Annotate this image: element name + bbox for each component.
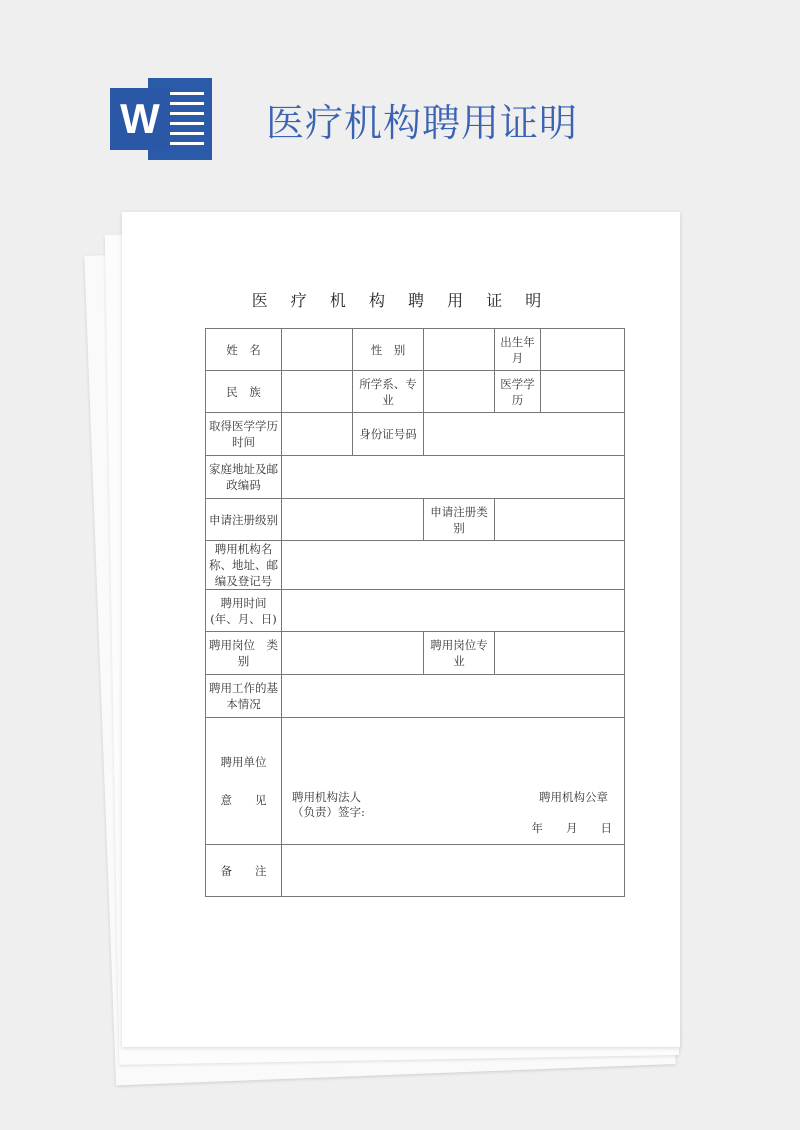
education-field[interactable] — [541, 371, 625, 413]
label-work-status: 聘用工作的基本情况 — [206, 675, 282, 718]
unit-opinion-line2: 意 见 — [220, 793, 267, 807]
label-department: 所学系、专业 — [353, 371, 424, 413]
label-degree-time: 取得医学学历时间 — [206, 413, 282, 456]
post-major-field[interactable] — [495, 632, 625, 675]
unit-opinion-line1: 聘用单位 — [220, 755, 267, 769]
reg-type-field[interactable] — [495, 499, 625, 541]
label-org-info: 聘用机构名称、地址、邮编及登记号 — [206, 541, 282, 590]
label-id-number: 身份证号码 — [353, 413, 424, 456]
org-info-field[interactable] — [282, 541, 625, 590]
name-field[interactable] — [282, 329, 353, 371]
seal-label: 聘用机构公章 — [539, 790, 608, 804]
id-number-field[interactable] — [424, 413, 625, 456]
label-reg-type: 申请注册类别 — [424, 499, 495, 541]
work-status-field[interactable] — [282, 675, 625, 718]
label-name: 姓 名 — [206, 329, 282, 371]
document-page — [122, 212, 680, 1047]
legal-sign-line2: （负责）签字: — [292, 805, 365, 819]
label-address: 家庭地址及邮政编码 — [206, 456, 282, 499]
legal-sign-line1: 聘用机构法人 — [292, 790, 361, 804]
label-birth: 出生年月 — [495, 329, 541, 371]
department-field[interactable] — [424, 371, 495, 413]
date-label: 年 月 日 — [531, 821, 612, 835]
ethnicity-field[interactable] — [282, 371, 353, 413]
reg-level-field[interactable] — [282, 499, 424, 541]
gender-field[interactable] — [424, 329, 495, 371]
label-unit-opinion — [206, 718, 282, 845]
document-title: 医 疗 机 构 聘 用 证 明 — [251, 291, 551, 310]
label-hire-time: 聘用时间(年、月、日) — [206, 590, 282, 632]
label-remarks: 备 注 — [206, 845, 282, 897]
degree-time-field[interactable] — [282, 413, 353, 456]
hire-time-field[interactable] — [282, 590, 625, 632]
remarks-field[interactable] — [282, 845, 625, 897]
label-ethnicity: 民 族 — [206, 371, 282, 413]
label-post-major: 聘用岗位专业 — [424, 632, 495, 675]
label-gender: 性 别 — [353, 329, 424, 371]
label-reg-level: 申请注册级别 — [206, 499, 282, 541]
label-post-type: 聘用岗位 类别 — [206, 632, 282, 675]
banner-title: 医疗机构聘用证明 — [266, 101, 579, 145]
word-icon: W — [110, 78, 212, 160]
form-table — [205, 328, 625, 897]
post-type-field[interactable] — [282, 632, 424, 675]
address-field[interactable] — [282, 456, 625, 499]
label-education: 医学学历 — [495, 371, 541, 413]
unit-opinion-field[interactable] — [282, 718, 625, 845]
birth-field[interactable] — [541, 329, 625, 371]
